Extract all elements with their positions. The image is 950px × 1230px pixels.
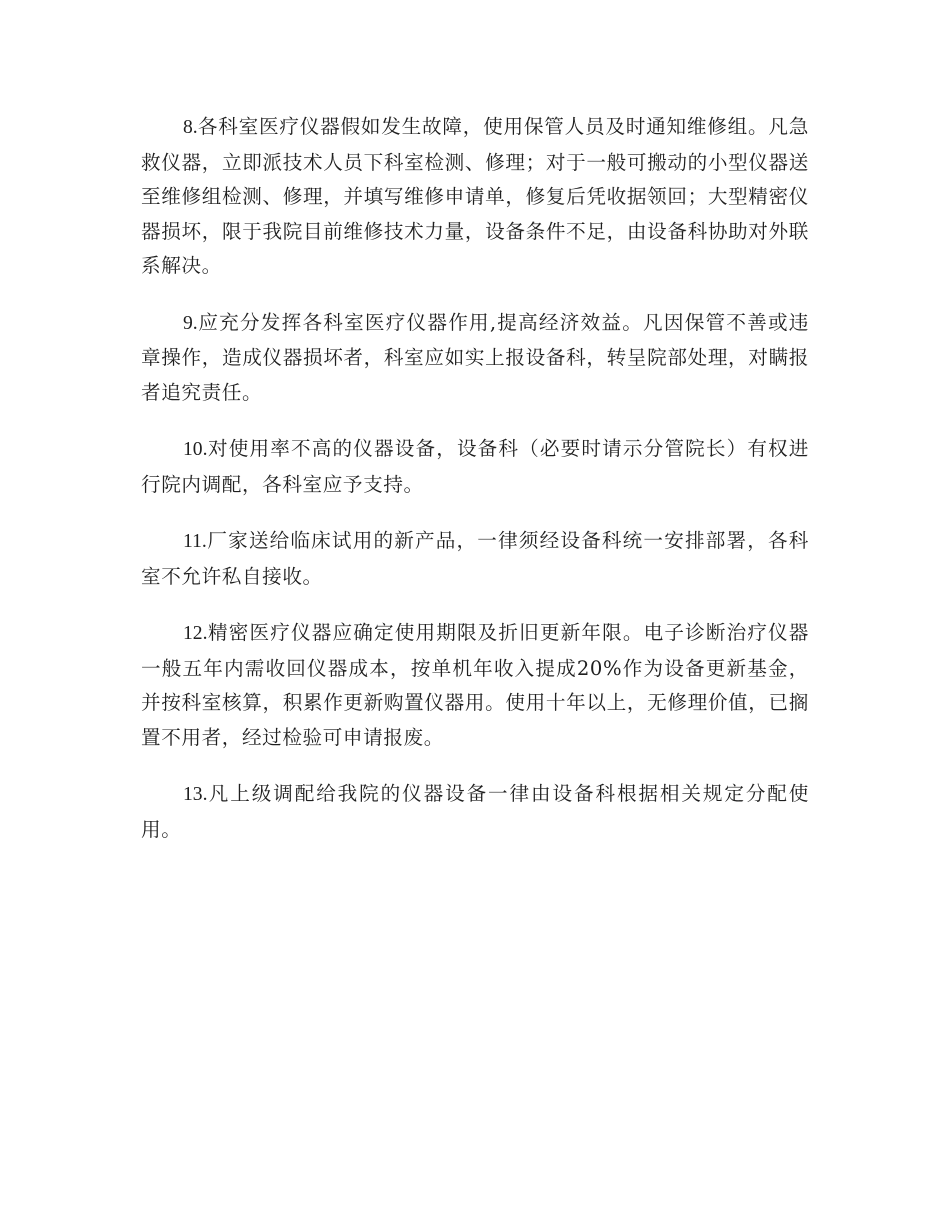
item-number: 10. (183, 439, 208, 460)
document-body (141, 110, 809, 869)
paragraph-item-8 (141, 110, 809, 284)
item-text: 对使用率不高的仪器设备，设备科（必要时请示分管院长）有权进行院内调配，各科室应予支持。 (141, 437, 809, 496)
item-text: 各科室医疗仪器假如发生故障，使用保管人员及时通知维修组。凡急救仪器，立即派技术人员下科室检测、修理；对于一般可搬动的小型仪器送至维修组检测、修理，并填写维修申请单，修复后凭收据领回；大型精密仪器损坏，限于我院目前维修技术力量，设备条件不足，由设备科协助对外联系解决。 (141, 115, 809, 277)
item-text: 厂家送给临床试用的新产品，一律须经设备科统一安排部署，各科室不允许私自接收。 (141, 529, 809, 588)
item-number: 13. (183, 784, 208, 805)
paragraph-item-9 (141, 306, 809, 411)
item-number: 11. (183, 531, 207, 552)
item-number: 9. (183, 312, 198, 334)
item-number: 8. (183, 117, 198, 138)
item-text: 应充分发挥各科室医疗仪器作用,提高经济效益。凡因保管不善或违章操作，造成仪器损坏者，科室应如实上报设备科，转呈院部处理，对瞒报者追究责任。 (141, 310, 809, 404)
paragraph-item-13 (141, 777, 809, 847)
item-number: 12. (183, 623, 208, 644)
item-text: 凡上级调配给我院的仪器设备一律由设备科根据相关规定分配使用。 (141, 782, 809, 841)
paragraph-item-11 (141, 524, 809, 594)
paragraph-item-10 (141, 432, 809, 502)
item-text: 精密医疗仪器应确定使用期限及折旧更新年限。电子诊断治疗仪器一般五年内需收回仪器成本，按单机年收入提成20%作为设备更新基金，并按科室核算，积累作更新购置仪器用。使用十年以上，无修理价值，已搁置不用者，经过检验可申请报废。 (141, 621, 809, 749)
paragraph-item-12 (141, 616, 809, 755)
